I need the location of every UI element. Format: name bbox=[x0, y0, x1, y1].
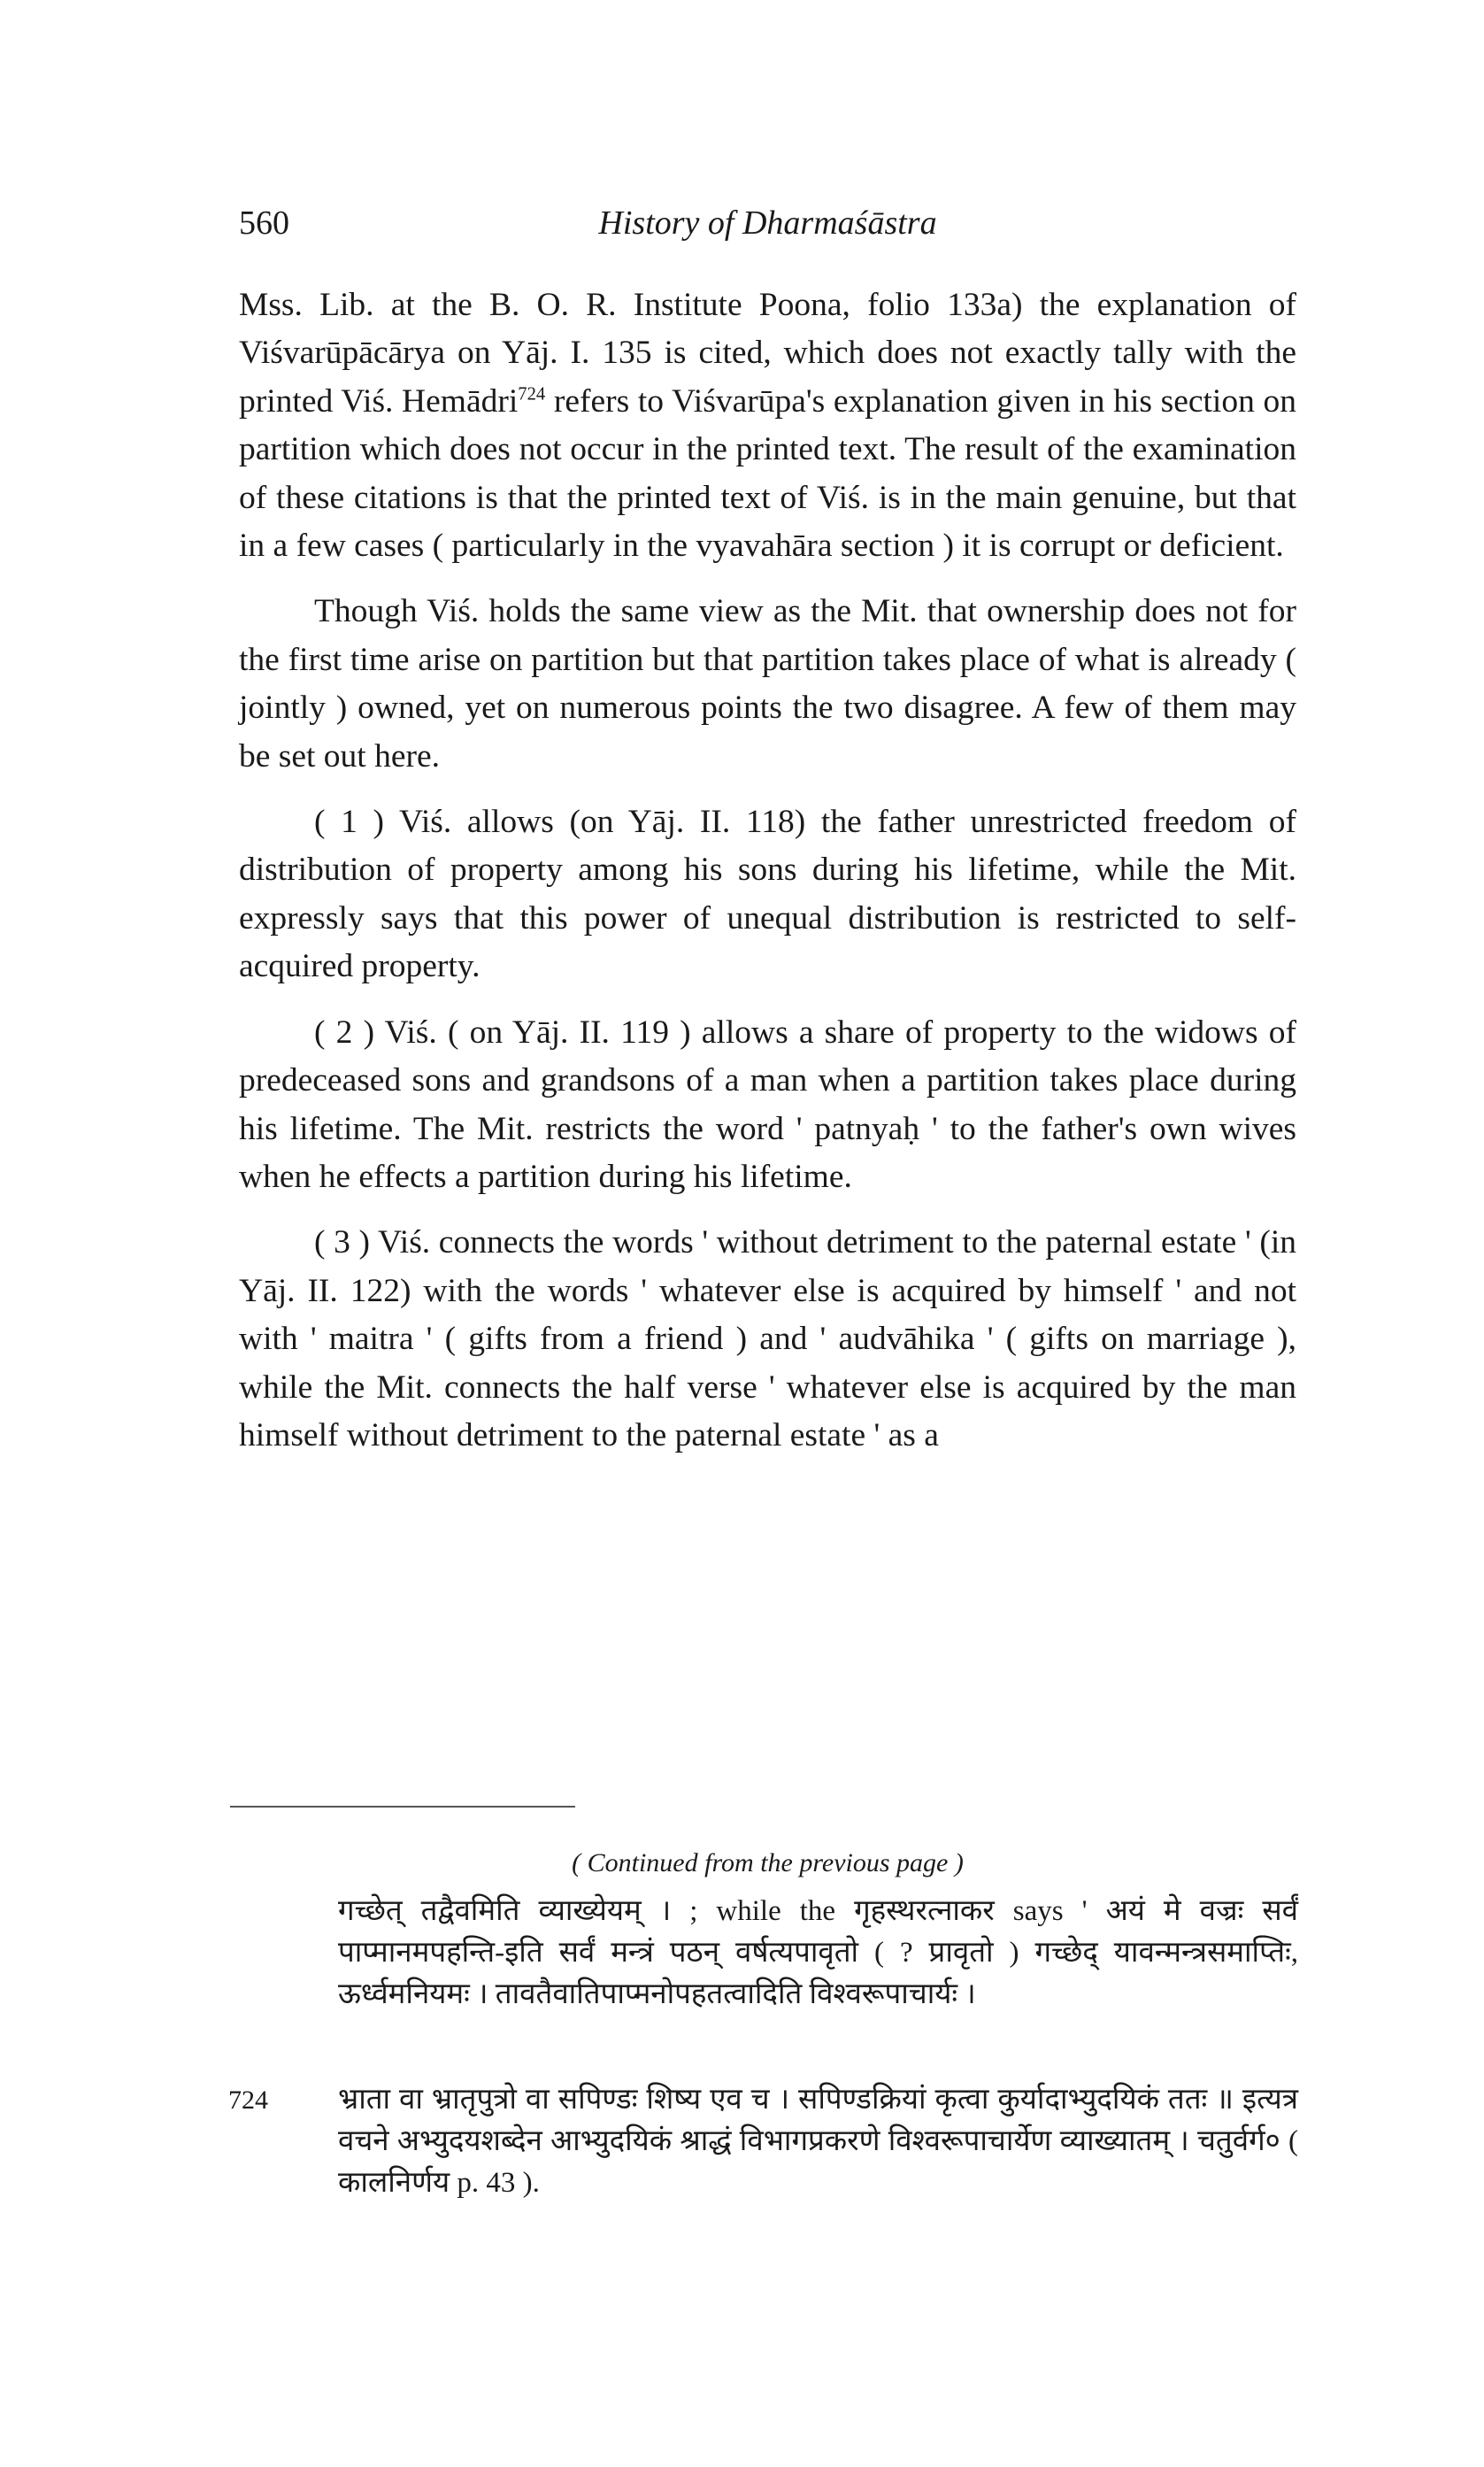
footnote-ref-724: 724 bbox=[518, 384, 546, 405]
paragraph-point-3: ( 3 ) Viś. connects the words ' without detriment to the paternal estate ' (in Yāj. II. 122) with the words ' whatever else is acquired by himself ' and not with ' maitra ' ( gifts from a friend ) and ' audvāhika ' ( gifts on marriage ), while the Mit. connects the half verse ' whatever else is acquired by the man himself without detriment to the paternal estate ' as a bbox=[239, 1224, 1296, 1453]
footnote-divider bbox=[230, 1806, 575, 1808]
paragraph-point-2: ( 2 ) Viś. ( on Yāj. II. 119 ) allows a share of property to the widows of predeceased sons and grandsons of a man when a partition takes place during his lifetime. The Mit. restricts the word ' patnyaḥ ' to the father's own wives when he effects a partition during his lifetime. bbox=[239, 1014, 1296, 1195]
footnote-continued-label: ( Continued from the previous page ) bbox=[572, 1848, 964, 1877]
paragraph-1-part-a: Mss. Lib. at the B. O. R. Institute Poona, folio 133a) the explanation of Viśvarūpācārya on Yāj. I. 135 is cited, which does not exactly tally with the printed Viś. Hemādri bbox=[239, 287, 1296, 420]
footnote-continued-text: गच्छेत् तद्वैवमिति व्याख्येयम् । ; while the गृहस्थरत्नाकर says ' अयं मे वज्रः सर्वं पाप्मानमपहन्ति-इति सर्वं मन्त्रं पठन् वर्षत्यपावृतो ( ? प्रावृतो ) गच्छेद् यावन्मन्त्रसमाप्तिः, ऊर्ध्वमनियमः । तावतैवातिपाप्मनोपहतत्वादिति विश्वरूपाचार्यः । bbox=[338, 1895, 1298, 2010]
paragraph-point-1: ( 1 ) Viś. allows (on Yāj. II. 118) the father unrestricted freedom of distribution of property among his sons during his lifetime, while the Mit. expressly says that this power of unequal distribution is restricted to self-acquired property. bbox=[239, 804, 1296, 985]
footnote-724-text: भ्राता वा भ्रातृपुत्रो वा सपिण्डः शिष्य एव च । सपिण्डक्रियां कृत्वा कुर्यादाभ्युदयिकं ततः ॥ इत्यत्र वचने अभ्युदयशब्देन आभ्युदयिकं श्राद्धं विभागप्रकरणे विश्वरूपाचार्येण व्याख्यातम् । चतुर्वर्ग० ( कालनिर्णय p. 43 ). bbox=[338, 2084, 1298, 2199]
paragraph-2: Though Viś. holds the same view as the Mit. that ownership does not for the first time arise on partition but that partition takes place of what is already ( jointly ) owned, yet on numerous points the two disagree. A few of them may be set out here. bbox=[239, 593, 1296, 775]
main-text bbox=[239, 281, 1296, 1460]
footnote-724-number: 724 bbox=[228, 2085, 268, 2115]
paragraph-1-part-b: refers to Viśvarūpa's explanation given in his section on partition which does not occur in the printed text. The result of the examination of these citations is that the printed text of Viś. is in the main genuine, but that in a few cases ( particularly in the vyavahāra section ) it is corrupt or deficient. bbox=[239, 382, 1296, 565]
paragraph-1 bbox=[239, 281, 1296, 570]
page-number: 560 bbox=[239, 204, 289, 242]
running-title: History of Dharmaśāstra bbox=[598, 204, 937, 242]
running-header bbox=[239, 204, 1296, 257]
